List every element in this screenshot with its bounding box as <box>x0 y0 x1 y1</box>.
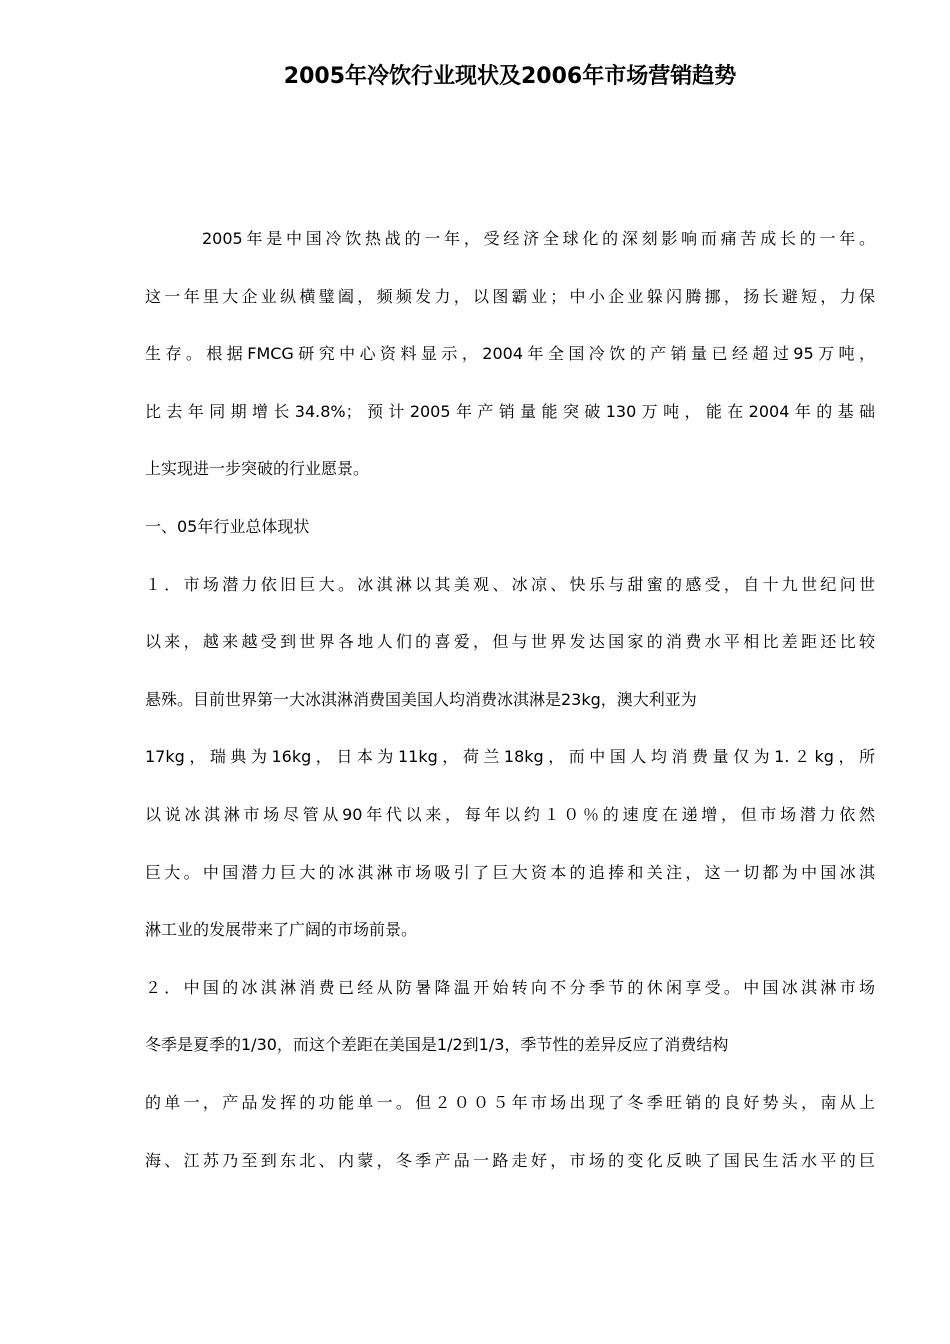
document-title: 2005年冷饮行业现状及2006年市场营销趋势 <box>283 64 737 89</box>
point-2-line: 海、江苏乃至到东北、内蒙，冬季产品一路走好，市场的变化反映了国民生活水平的巨 <box>145 1150 875 1170</box>
intro-paragraph-line: 这一年里大企业纵横璧阖，频频发力，以图霸业；中小企业躲闪腾挪，扬长避短，力保 <box>145 286 875 306</box>
point-2-line: 的单一，产品发挥的功能单一。但２００５年市场出现了冬季旺销的良好势头，南从上 <box>145 1092 875 1112</box>
point-2-line: ２．中国的冰淇淋消费已经从防暑降温开始转向不分季节的休闲享受。中国冰淇淋市场 <box>145 977 875 997</box>
intro-paragraph-line: 上实现进一步突破的行业愿景。 <box>145 459 370 479</box>
intro-paragraph-line: 2005年是中国冷饮热战的一年，受经济全球化的深刻影响而痛苦成长的一年。 <box>202 229 875 248</box>
point-1-line: 淋工业的发展带来了广阔的市场前景。 <box>145 920 418 940</box>
intro-paragraph-line: 生存。根据FMCG研究中心资料显示，2004年全国冷饮的产销量已经超过95万吨， <box>145 344 875 364</box>
point-1-line: 巨大。中国潜力巨大的冰淇淋市场吸引了巨大资本的追捧和关注，这一切都为中国冰淇 <box>145 862 875 882</box>
point-1-line: 悬殊。目前世界第一大冰淇淋消费国美国人均消费冰淇淋是23kg，澳大利亚为 <box>145 689 697 709</box>
point-1-line: 以来，越来越受到世界各地人们的喜爱，但与世界发达国家的消费水平相比差距还比较 <box>145 632 875 652</box>
point-2-line: 冬季是夏季的1/30，而这个差距在美国是1/2到1/3，季节性的差异反应了消费结构 <box>145 1035 729 1055</box>
document-body <box>145 224 875 1203</box>
point-1-line: 以说冰淇淋市场尽管从90年代以来，每年以约１０％的速度在递增，但市场潜力依然 <box>145 804 875 824</box>
intro-paragraph-line: 比去年同期增长34.8%；预计2005年产销量能突破130万吨，能在2004年的基础 <box>145 401 875 421</box>
point-1-line: １．市场潜力依旧巨大。冰淇淋以其美观、冰凉、快乐与甜蜜的感受，自十九世纪问世 <box>145 574 875 594</box>
point-1-line: 17kg，瑞典为16kg，日本为11kg，荷兰18kg，而中国人均消费量仅为1.２kg，所 <box>145 747 875 767</box>
section-heading: 一、05年行业总体现状 <box>145 516 310 536</box>
